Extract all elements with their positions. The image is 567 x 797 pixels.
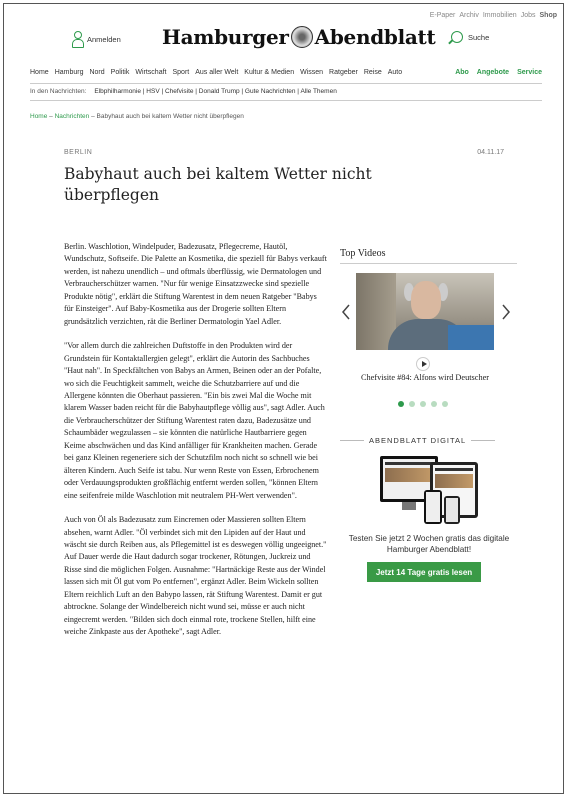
video-caption[interactable]: Chefvisite #84: Alfons wird Deutscher	[360, 373, 490, 382]
nav-item-home[interactable]: Home	[30, 69, 49, 76]
site-logo[interactable]	[162, 25, 435, 49]
search-label: Suche	[468, 32, 490, 42]
breadcrumb-home[interactable]: Home	[30, 113, 48, 120]
article-paragraph: Auch von Öl als Badezusatz zum Eincremen oder Massieren sollten Eltern absehen, warnt Adler. "Öl verbindet sich mit den Lipiden auf der Haut und wäscht sie durch Reiben aus, als Pflegemittel ist es deswegen völlig ungeeignet." Auf Dauer werde die Haut dadurch sogar trockener, Rötungen, Juckreiz und Risse sind die möglichen Folgen. Ausnahme: "Hartnäckige Reste aus der Windel lassen sich mit Öl gut vom Po entfernen", ergänzt Adler. Beim Wickeln sollten Eltern reichlich Luft an den Babypo lassen, rät Stiftung Warentest. Damit er gut abtrockne. Solange der Windelbereich nicht wund sei, müsse er auch nicht eingecremt werden. "Bilden sich doch einmal rote, trockene Stellen, hilft eine weiche Zinkpaste aus der Apotheke", sagt Adler.	[64, 515, 327, 637]
news-topics-links[interactable]: Elbphilharmonie | HSV | Chefvisite | Donald Trump | Gute Nachrichten | Alle Themen	[94, 88, 337, 95]
nav-divider	[30, 83, 542, 84]
free-trial-button[interactable]: Jetzt 14 Tage gratis lesen	[367, 562, 481, 582]
nav-item-service[interactable]: Service	[517, 69, 542, 76]
login-button[interactable]	[72, 31, 121, 47]
utility-link-immobilien[interactable]: Immobilien	[482, 12, 517, 19]
article-paragraph: Berlin. Waschlotion, Windelpuder, Badezusatz, Pflegecreme, Hautöl, Wundschutz, Softseife. Die Palette an Kosmetika, die speziell für Babys verkauft werden, ist nahezu unendlich – und oftmals überflüssig, wie Dermatologen und Verbraucherschützer warnen. "Nur für wenige Einsatzzwecke sind spezielle Produkte nötig", erklärt die Stiftung Warentest in dem neuen Ratgeber "Babys für Einsteiger". Auf Baby-Kosmetika aus der Drogerie sollten Eltern grundsätzlich verzichten, rät die Berliner Dermatologin Yael Adler.	[64, 242, 327, 326]
crest-icon	[291, 26, 313, 48]
logo-text-right: Abendblatt	[314, 25, 436, 49]
play-icon[interactable]	[416, 357, 430, 371]
carousel-dot[interactable]	[431, 401, 437, 407]
carousel-dot[interactable]	[442, 401, 448, 407]
search-button[interactable]	[451, 31, 489, 43]
nav-item-aus-aller-welt[interactable]: Aus aller Welt	[195, 69, 239, 76]
sidebar-divider	[340, 263, 517, 264]
nav-item-nord[interactable]: Nord	[89, 69, 105, 76]
utility-link-epaper[interactable]: E-Paper	[429, 12, 456, 19]
article-date: 04.11.17	[477, 149, 504, 156]
nav-item-abo[interactable]: Abo	[455, 69, 469, 76]
news-topics-bar	[30, 88, 542, 95]
chevron-right-icon	[501, 304, 511, 320]
nav-item-sport[interactable]: Sport	[172, 69, 190, 76]
carousel-dot[interactable]	[409, 401, 415, 407]
digital-heading	[340, 436, 517, 445]
carousel-dot[interactable]	[420, 401, 426, 407]
utility-link-jobs[interactable]: Jobs	[520, 12, 536, 19]
carousel-dot[interactable]	[398, 401, 404, 407]
carousel-next-button[interactable]	[501, 304, 511, 320]
nav-item-ratgeber[interactable]: Ratgeber	[329, 69, 358, 76]
person-icon	[72, 31, 82, 47]
news-topics-label: In den Nachrichten:	[30, 88, 87, 95]
nav-item-wirtschaft[interactable]: Wirtschaft	[135, 69, 167, 76]
breadcrumb-section[interactable]: Nachrichten	[54, 113, 90, 120]
chevron-left-icon	[341, 304, 351, 320]
nav-item-hamburg[interactable]: Hamburg	[54, 69, 84, 76]
video-thumbnail[interactable]	[356, 273, 494, 350]
carousel-prev-button[interactable]	[341, 304, 351, 320]
nav-item-politik[interactable]: Politik	[110, 69, 130, 76]
carousel-dots	[398, 401, 448, 407]
login-label: Anmelden	[87, 34, 121, 44]
search-icon	[451, 31, 463, 43]
utility-bar	[430, 12, 557, 19]
nav-item-auto[interactable]: Auto	[387, 69, 403, 76]
nav-item-wissen[interactable]: Wissen	[300, 69, 324, 76]
devices-image[interactable]	[374, 454, 492, 526]
logo-text-left: Hamburger	[162, 25, 289, 49]
article-dateline: BERLIN	[64, 149, 93, 156]
promo-text: Testen Sie jetzt 2 Wochen gratis das digitale Hamburger Abendblatt!	[348, 534, 510, 554]
article-paragraph: "Vor allem durch die zahlreichen Duftstoffe in den Produkten wird der Grundstein für Kontaktallergien gelegt", erklärt die Autorin des Sachbuches "Haut nah". In Speckfältchen von Babys an Armen, Beinen oder an der Pofalte, wo sich die Feuchtigkeit sammelt, weiche die Schutzbarriere auf und die Allergene könnten die Oberhaut passieren. "Ein bis zwei Mal die Woche mit klarem Wasser baden reicht für die Babyhautpflege völlig aus", sagt Adler. Auch die Verbraucherschützer der Stiftung Warentest raten dazu, Badezusätze und Schaumbäder wegzulassen – sie könnten die natürliche Hautbarriere gegen Keime abschwächen und das Kind anfälliger für Krankheiten machen. Gerade bei ganz Kleinen regeneriere sich der Schutzfilm noch nicht so schnell wie bei älteren Kindern. Auch Seife ist tabu. Nur wenn Reste von Essen, Erbrochenem oder Verdauungsprodukten großflächig entfernt werden sollen, "können Eltern eine seifenfreie milde Waschlotion mit neutralem PH-Wert verwenden".	[64, 341, 325, 500]
breadcrumb	[30, 113, 244, 120]
news-divider	[30, 100, 542, 101]
nav-item-angebote[interactable]: Angebote	[476, 69, 510, 76]
utility-link-archiv[interactable]: Archiv	[459, 12, 479, 19]
page-frame	[3, 3, 564, 794]
article-body	[64, 241, 328, 651]
digital-heading-text: ABENDBLATT DIGITAL	[369, 436, 467, 445]
nav-item-kultur-medien[interactable]: Kultur & Medien	[244, 69, 295, 76]
main-nav	[30, 69, 542, 76]
breadcrumb-current: Babyhaut auch bei kaltem Wetter nicht überpflegen	[96, 113, 244, 120]
breadcrumb-separator: –	[89, 113, 97, 120]
article-title: Babyhaut auch bei kaltem Wetter nicht überpflegen	[64, 165, 372, 204]
breadcrumb-separator: –	[47, 113, 55, 120]
nav-item-reise[interactable]: Reise	[363, 69, 382, 76]
utility-link-shop[interactable]: Shop	[539, 12, 557, 19]
top-videos-heading: Top Videos	[340, 248, 386, 259]
